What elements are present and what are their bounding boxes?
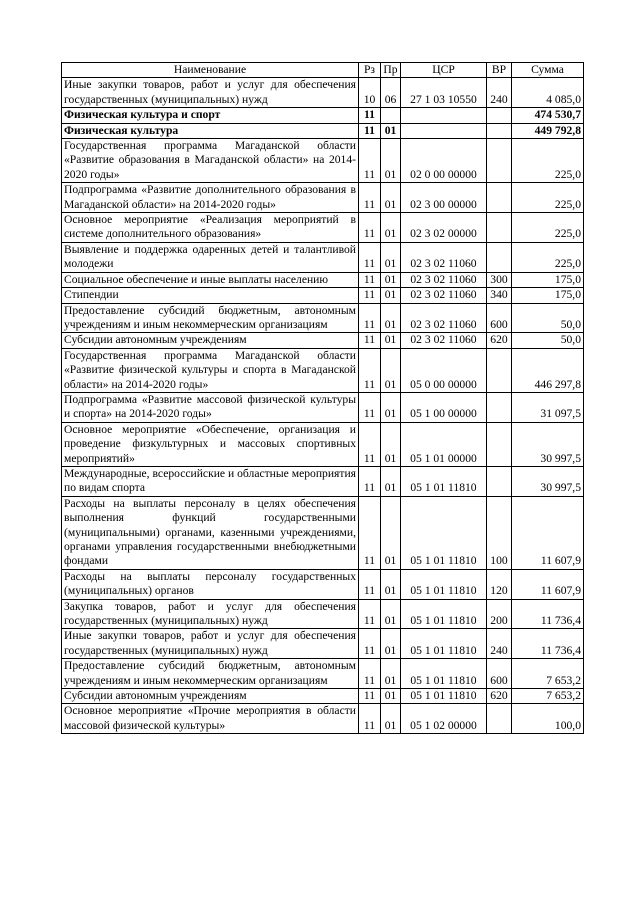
pr-cell: 01 bbox=[381, 422, 401, 466]
pr-cell: 01 bbox=[381, 213, 401, 243]
vr-cell: 240 bbox=[487, 78, 512, 108]
pr-cell: 01 bbox=[381, 704, 401, 734]
vr-cell: 600 bbox=[487, 303, 512, 333]
table-row bbox=[62, 123, 584, 138]
csr-cell: 05 1 01 11810 bbox=[401, 689, 487, 704]
sum-cell: 225,0 bbox=[512, 242, 584, 272]
rz-cell: 11 bbox=[359, 466, 381, 496]
pr-cell: 01 bbox=[381, 629, 401, 659]
header-name: Наименование bbox=[62, 63, 359, 78]
csr-cell: 02 3 00 00000 bbox=[401, 183, 487, 213]
name-cell: Предоставление субсидий бюджетным, автономным учреждениям и иным некоммерческим организациям bbox=[62, 659, 359, 689]
table-row bbox=[62, 496, 584, 569]
header-vr: ВР bbox=[487, 63, 512, 78]
csr-cell: 02 3 02 11060 bbox=[401, 303, 487, 333]
rz-cell: 11 bbox=[359, 422, 381, 466]
rz-cell: 11 bbox=[359, 496, 381, 569]
pr-cell: 01 bbox=[381, 272, 401, 287]
rz-cell: 11 bbox=[359, 333, 381, 348]
table-row bbox=[62, 422, 584, 466]
name-cell: Международные, всероссийские и областные мероприятия по видам спорта bbox=[62, 466, 359, 496]
table-row bbox=[62, 704, 584, 734]
csr-cell: 02 0 00 00000 bbox=[401, 139, 487, 183]
sum-cell: 7 653,2 bbox=[512, 659, 584, 689]
sum-cell: 474 530,7 bbox=[512, 108, 584, 123]
rz-cell: 11 bbox=[359, 348, 381, 392]
pr-cell: 01 bbox=[381, 139, 401, 183]
csr-cell: 05 1 01 11810 bbox=[401, 466, 487, 496]
sum-cell: 50,0 bbox=[512, 333, 584, 348]
pr-cell: 01 bbox=[381, 466, 401, 496]
vr-cell: 620 bbox=[487, 689, 512, 704]
sum-cell: 175,0 bbox=[512, 272, 584, 287]
table-header-row bbox=[62, 63, 584, 78]
vr-cell bbox=[487, 139, 512, 183]
table-row bbox=[62, 108, 584, 123]
sum-cell: 446 297,8 bbox=[512, 348, 584, 392]
table-row bbox=[62, 242, 584, 272]
table-row bbox=[62, 392, 584, 422]
table-row bbox=[62, 689, 584, 704]
rz-cell: 11 bbox=[359, 183, 381, 213]
name-cell: Стипендии bbox=[62, 288, 359, 303]
csr-cell: 27 1 03 10550 bbox=[401, 78, 487, 108]
rz-cell: 11 bbox=[359, 139, 381, 183]
pr-cell: 01 bbox=[381, 689, 401, 704]
csr-cell: 05 1 02 00000 bbox=[401, 704, 487, 734]
csr-cell: 05 1 01 11810 bbox=[401, 629, 487, 659]
sum-cell: 11 736,4 bbox=[512, 599, 584, 629]
name-cell: Предоставление субсидий бюджетным, автономным учреждениям и иным некоммерческим организациям bbox=[62, 303, 359, 333]
vr-cell bbox=[487, 422, 512, 466]
csr-cell: 05 0 00 00000 bbox=[401, 348, 487, 392]
sum-cell: 225,0 bbox=[512, 213, 584, 243]
name-cell: Подпрограмма «Развитие массовой физической культуры и спорта» на 2014-2020 годы» bbox=[62, 392, 359, 422]
vr-cell: 620 bbox=[487, 333, 512, 348]
sum-cell: 50,0 bbox=[512, 303, 584, 333]
vr-cell: 240 bbox=[487, 629, 512, 659]
csr-cell: 05 1 01 11810 bbox=[401, 569, 487, 599]
table-row bbox=[62, 466, 584, 496]
sum-cell: 30 997,5 bbox=[512, 422, 584, 466]
table-row bbox=[62, 599, 584, 629]
name-cell: Основное мероприятие «Реализация мероприятий в системе дополнительного образования» bbox=[62, 213, 359, 243]
pr-cell: 01 bbox=[381, 242, 401, 272]
vr-cell bbox=[487, 392, 512, 422]
vr-cell: 200 bbox=[487, 599, 512, 629]
name-cell: Иные закупки товаров, работ и услуг для обеспечения государственных (муниципальных) нужд bbox=[62, 78, 359, 108]
csr-cell: 02 3 02 00000 bbox=[401, 213, 487, 243]
vr-cell bbox=[487, 123, 512, 138]
pr-cell: 06 bbox=[381, 78, 401, 108]
vr-cell bbox=[487, 348, 512, 392]
name-cell: Государственная программа Магаданской области «Развитие физической культуры и спорта в Магаданской области» на 2014-2020 годы» bbox=[62, 348, 359, 392]
rz-cell: 11 bbox=[359, 599, 381, 629]
table-row bbox=[62, 629, 584, 659]
name-cell: Выявление и поддержка одаренных детей и талантливой молодежи bbox=[62, 242, 359, 272]
pr-cell: 01 bbox=[381, 303, 401, 333]
pr-cell: 01 bbox=[381, 496, 401, 569]
vr-cell bbox=[487, 213, 512, 243]
table-row bbox=[62, 213, 584, 243]
name-cell: Расходы на выплаты персоналу в целях обеспечения выполнения функций государственными (муниципальными) органами, казенными учреждениями, органами управления государственными внебюджетными фондами bbox=[62, 496, 359, 569]
sum-cell: 100,0 bbox=[512, 704, 584, 734]
pr-cell: 01 bbox=[381, 569, 401, 599]
table-row bbox=[62, 139, 584, 183]
csr-cell bbox=[401, 123, 487, 138]
vr-cell: 120 bbox=[487, 569, 512, 599]
rz-cell: 11 bbox=[359, 213, 381, 243]
csr-cell bbox=[401, 108, 487, 123]
vr-cell bbox=[487, 466, 512, 496]
budget-page bbox=[61, 62, 583, 734]
header-sum: Сумма bbox=[512, 63, 584, 78]
vr-cell: 100 bbox=[487, 496, 512, 569]
name-cell: Иные закупки товаров, работ и услуг для обеспечения государственных (муниципальных) нужд bbox=[62, 629, 359, 659]
name-cell: Закупка товаров, работ и услуг для обеспечения государственных (муниципальных) нужд bbox=[62, 599, 359, 629]
rz-cell: 11 bbox=[359, 392, 381, 422]
csr-cell: 05 1 01 11810 bbox=[401, 599, 487, 629]
rz-cell: 11 bbox=[359, 629, 381, 659]
table-row bbox=[62, 569, 584, 599]
csr-cell: 05 1 01 11810 bbox=[401, 659, 487, 689]
budget-table bbox=[61, 62, 584, 734]
vr-cell: 600 bbox=[487, 659, 512, 689]
sum-cell: 31 097,5 bbox=[512, 392, 584, 422]
name-cell: Основное мероприятие «Обеспечение, организация и проведение физкультурных и массовых спортивных мероприятий» bbox=[62, 422, 359, 466]
csr-cell: 05 1 00 00000 bbox=[401, 392, 487, 422]
vr-cell: 300 bbox=[487, 272, 512, 287]
table-row bbox=[62, 272, 584, 287]
rz-cell: 11 bbox=[359, 108, 381, 123]
csr-cell: 02 3 02 11060 bbox=[401, 333, 487, 348]
table-row bbox=[62, 78, 584, 108]
sum-cell: 4 085,0 bbox=[512, 78, 584, 108]
table-row bbox=[62, 659, 584, 689]
vr-cell bbox=[487, 242, 512, 272]
table-row bbox=[62, 183, 584, 213]
name-cell: Физическая культура bbox=[62, 123, 359, 138]
name-cell: Основное мероприятие «Прочие мероприятия в области массовой физической культуры» bbox=[62, 704, 359, 734]
rz-cell: 11 bbox=[359, 288, 381, 303]
pr-cell: 01 bbox=[381, 599, 401, 629]
pr-cell: 01 bbox=[381, 333, 401, 348]
table-row bbox=[62, 303, 584, 333]
rz-cell: 11 bbox=[359, 242, 381, 272]
sum-cell: 11 607,9 bbox=[512, 569, 584, 599]
rz-cell: 11 bbox=[359, 569, 381, 599]
csr-cell: 02 3 02 11060 bbox=[401, 242, 487, 272]
pr-cell bbox=[381, 108, 401, 123]
name-cell: Социальное обеспечение и иные выплаты населению bbox=[62, 272, 359, 287]
rz-cell: 10 bbox=[359, 78, 381, 108]
sum-cell: 225,0 bbox=[512, 183, 584, 213]
rz-cell: 11 bbox=[359, 303, 381, 333]
table-row bbox=[62, 333, 584, 348]
header-csr: ЦСР bbox=[401, 63, 487, 78]
pr-cell: 01 bbox=[381, 392, 401, 422]
vr-cell: 340 bbox=[487, 288, 512, 303]
vr-cell bbox=[487, 108, 512, 123]
pr-cell: 01 bbox=[381, 183, 401, 213]
sum-cell: 11 736,4 bbox=[512, 629, 584, 659]
sum-cell: 30 997,5 bbox=[512, 466, 584, 496]
rz-cell: 11 bbox=[359, 272, 381, 287]
sum-cell: 225,0 bbox=[512, 139, 584, 183]
pr-cell: 01 bbox=[381, 348, 401, 392]
csr-cell: 02 3 02 11060 bbox=[401, 272, 487, 287]
csr-cell: 05 1 01 11810 bbox=[401, 496, 487, 569]
table-row bbox=[62, 288, 584, 303]
name-cell: Субсидии автономным учреждениям bbox=[62, 689, 359, 704]
table-row bbox=[62, 348, 584, 392]
csr-cell: 05 1 01 00000 bbox=[401, 422, 487, 466]
header-rz: Рз bbox=[359, 63, 381, 78]
pr-cell: 01 bbox=[381, 659, 401, 689]
name-cell: Подпрограмма «Развитие дополнительного образования в Магаданской области» на 2014-2020 годы» bbox=[62, 183, 359, 213]
name-cell: Субсидии автономным учреждениям bbox=[62, 333, 359, 348]
vr-cell bbox=[487, 704, 512, 734]
rz-cell: 11 bbox=[359, 659, 381, 689]
rz-cell: 11 bbox=[359, 704, 381, 734]
pr-cell: 01 bbox=[381, 288, 401, 303]
vr-cell bbox=[487, 183, 512, 213]
pr-cell: 01 bbox=[381, 123, 401, 138]
sum-cell: 175,0 bbox=[512, 288, 584, 303]
sum-cell: 7 653,2 bbox=[512, 689, 584, 704]
sum-cell: 11 607,9 bbox=[512, 496, 584, 569]
rz-cell: 11 bbox=[359, 123, 381, 138]
name-cell: Физическая культура и спорт bbox=[62, 108, 359, 123]
table-body bbox=[62, 78, 584, 734]
sum-cell: 449 792,8 bbox=[512, 123, 584, 138]
name-cell: Государственная программа Магаданской области «Развитие образования в Магаданской области» на 2014-2020 годы» bbox=[62, 139, 359, 183]
csr-cell: 02 3 02 11060 bbox=[401, 288, 487, 303]
rz-cell: 11 bbox=[359, 689, 381, 704]
name-cell: Расходы на выплаты персоналу государственных (муниципальных) органов bbox=[62, 569, 359, 599]
header-pr: Пр bbox=[381, 63, 401, 78]
